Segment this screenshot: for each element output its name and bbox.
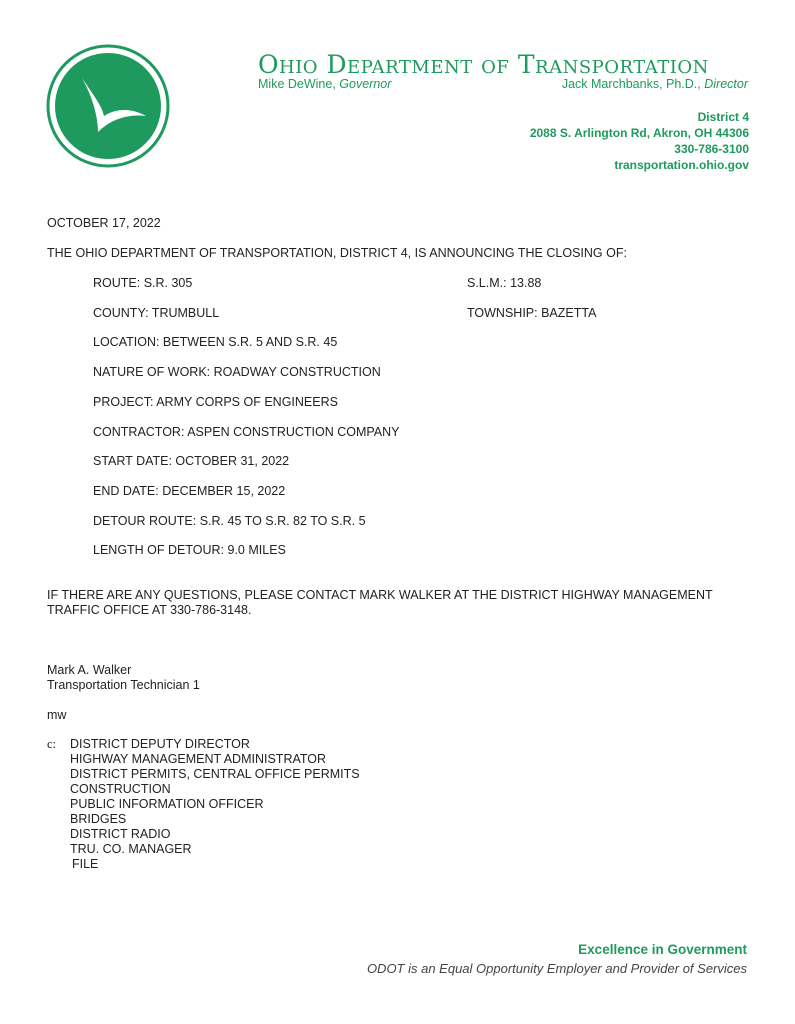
- cc-label: c:: [47, 737, 57, 751]
- contractor: CONTRACTOR: ASPEN CONSTRUCTION COMPANY: [93, 425, 400, 439]
- project: PROJECT: ARMY CORPS OF ENGINEERS: [93, 395, 338, 409]
- slm: S.L.M.: 13.88: [467, 276, 542, 290]
- questions-line-2: TRAFFIC OFFICE AT 330-786-3148.: [47, 603, 252, 617]
- end-date: END DATE: DECEMBER 15, 2022: [93, 484, 286, 498]
- governor-name: Mike DeWine,: [258, 77, 340, 91]
- cc-item: BRIDGES: [70, 812, 127, 826]
- officials-line: [258, 77, 748, 91]
- route: ROUTE: S.R. 305: [93, 276, 193, 290]
- questions-line-1: IF THERE ARE ANY QUESTIONS, PLEASE CONTACT MARK WALKER AT THE DISTRICT HIGHWAY MANAGEMENT: [47, 588, 713, 602]
- cc-item: FILE: [72, 857, 99, 871]
- district-name: District 4: [697, 110, 749, 124]
- agency-name: Ohio Department of Transportation: [258, 50, 709, 79]
- cc-item: CONSTRUCTION: [70, 782, 171, 796]
- footer-motto: Excellence in Government: [578, 942, 747, 957]
- odot-logo: [46, 44, 170, 168]
- letter-date: OCTOBER 17, 2022: [47, 216, 161, 230]
- start-date: START DATE: OCTOBER 31, 2022: [93, 454, 290, 468]
- signer-title: Transportation Technician 1: [47, 678, 200, 692]
- director-name: Jack Marchbanks, Ph.D.,: [561, 77, 705, 91]
- cc-item: DISTRICT PERMITS, CENTRAL OFFICE PERMITS: [70, 767, 360, 781]
- district-block: [530, 109, 749, 173]
- detour-length: LENGTH OF DETOUR: 9.0 MILES: [93, 543, 286, 557]
- nature-of-work: NATURE OF WORK: ROADWAY CONSTRUCTION: [93, 365, 381, 379]
- governor-title: Governor: [339, 77, 392, 91]
- district-address: 2088 S. Arlington Rd, Akron, OH 44306: [529, 126, 749, 140]
- signer-name: Mark A. Walker: [47, 663, 132, 677]
- cc-item: PUBLIC INFORMATION OFFICER: [70, 797, 264, 811]
- cc-item: TRU. CO. MANAGER: [70, 842, 192, 856]
- county: COUNTY: TRUMBULL: [93, 306, 220, 320]
- director: [562, 77, 748, 91]
- township: TOWNSHIP: BAZETTA: [467, 306, 597, 320]
- director-title: Director: [704, 77, 748, 91]
- detour-route: DETOUR ROUTE: S.R. 45 TO S.R. 82 TO S.R. 5: [93, 514, 366, 528]
- district-phone: 330-786-3100: [674, 142, 749, 156]
- footer-eeo: ODOT is an Equal Opportunity Employer and Provider of Services: [366, 961, 747, 976]
- cc-item: HIGHWAY MANAGEMENT ADMINISTRATOR: [70, 752, 327, 766]
- cc-item: DISTRICT RADIO: [70, 827, 171, 841]
- typist-initials: mw: [47, 708, 67, 722]
- cc-list: [70, 737, 360, 872]
- location: LOCATION: BETWEEN S.R. 5 AND S.R. 45: [93, 335, 338, 349]
- cc-item: DISTRICT DEPUTY DIRECTOR: [70, 737, 250, 751]
- district-website[interactable]: transportation.ohio.gov: [614, 158, 749, 172]
- letter-intro: THE OHIO DEPARTMENT OF TRANSPORTATION, DISTRICT 4, IS ANNOUNCING THE CLOSING OF:: [47, 246, 627, 260]
